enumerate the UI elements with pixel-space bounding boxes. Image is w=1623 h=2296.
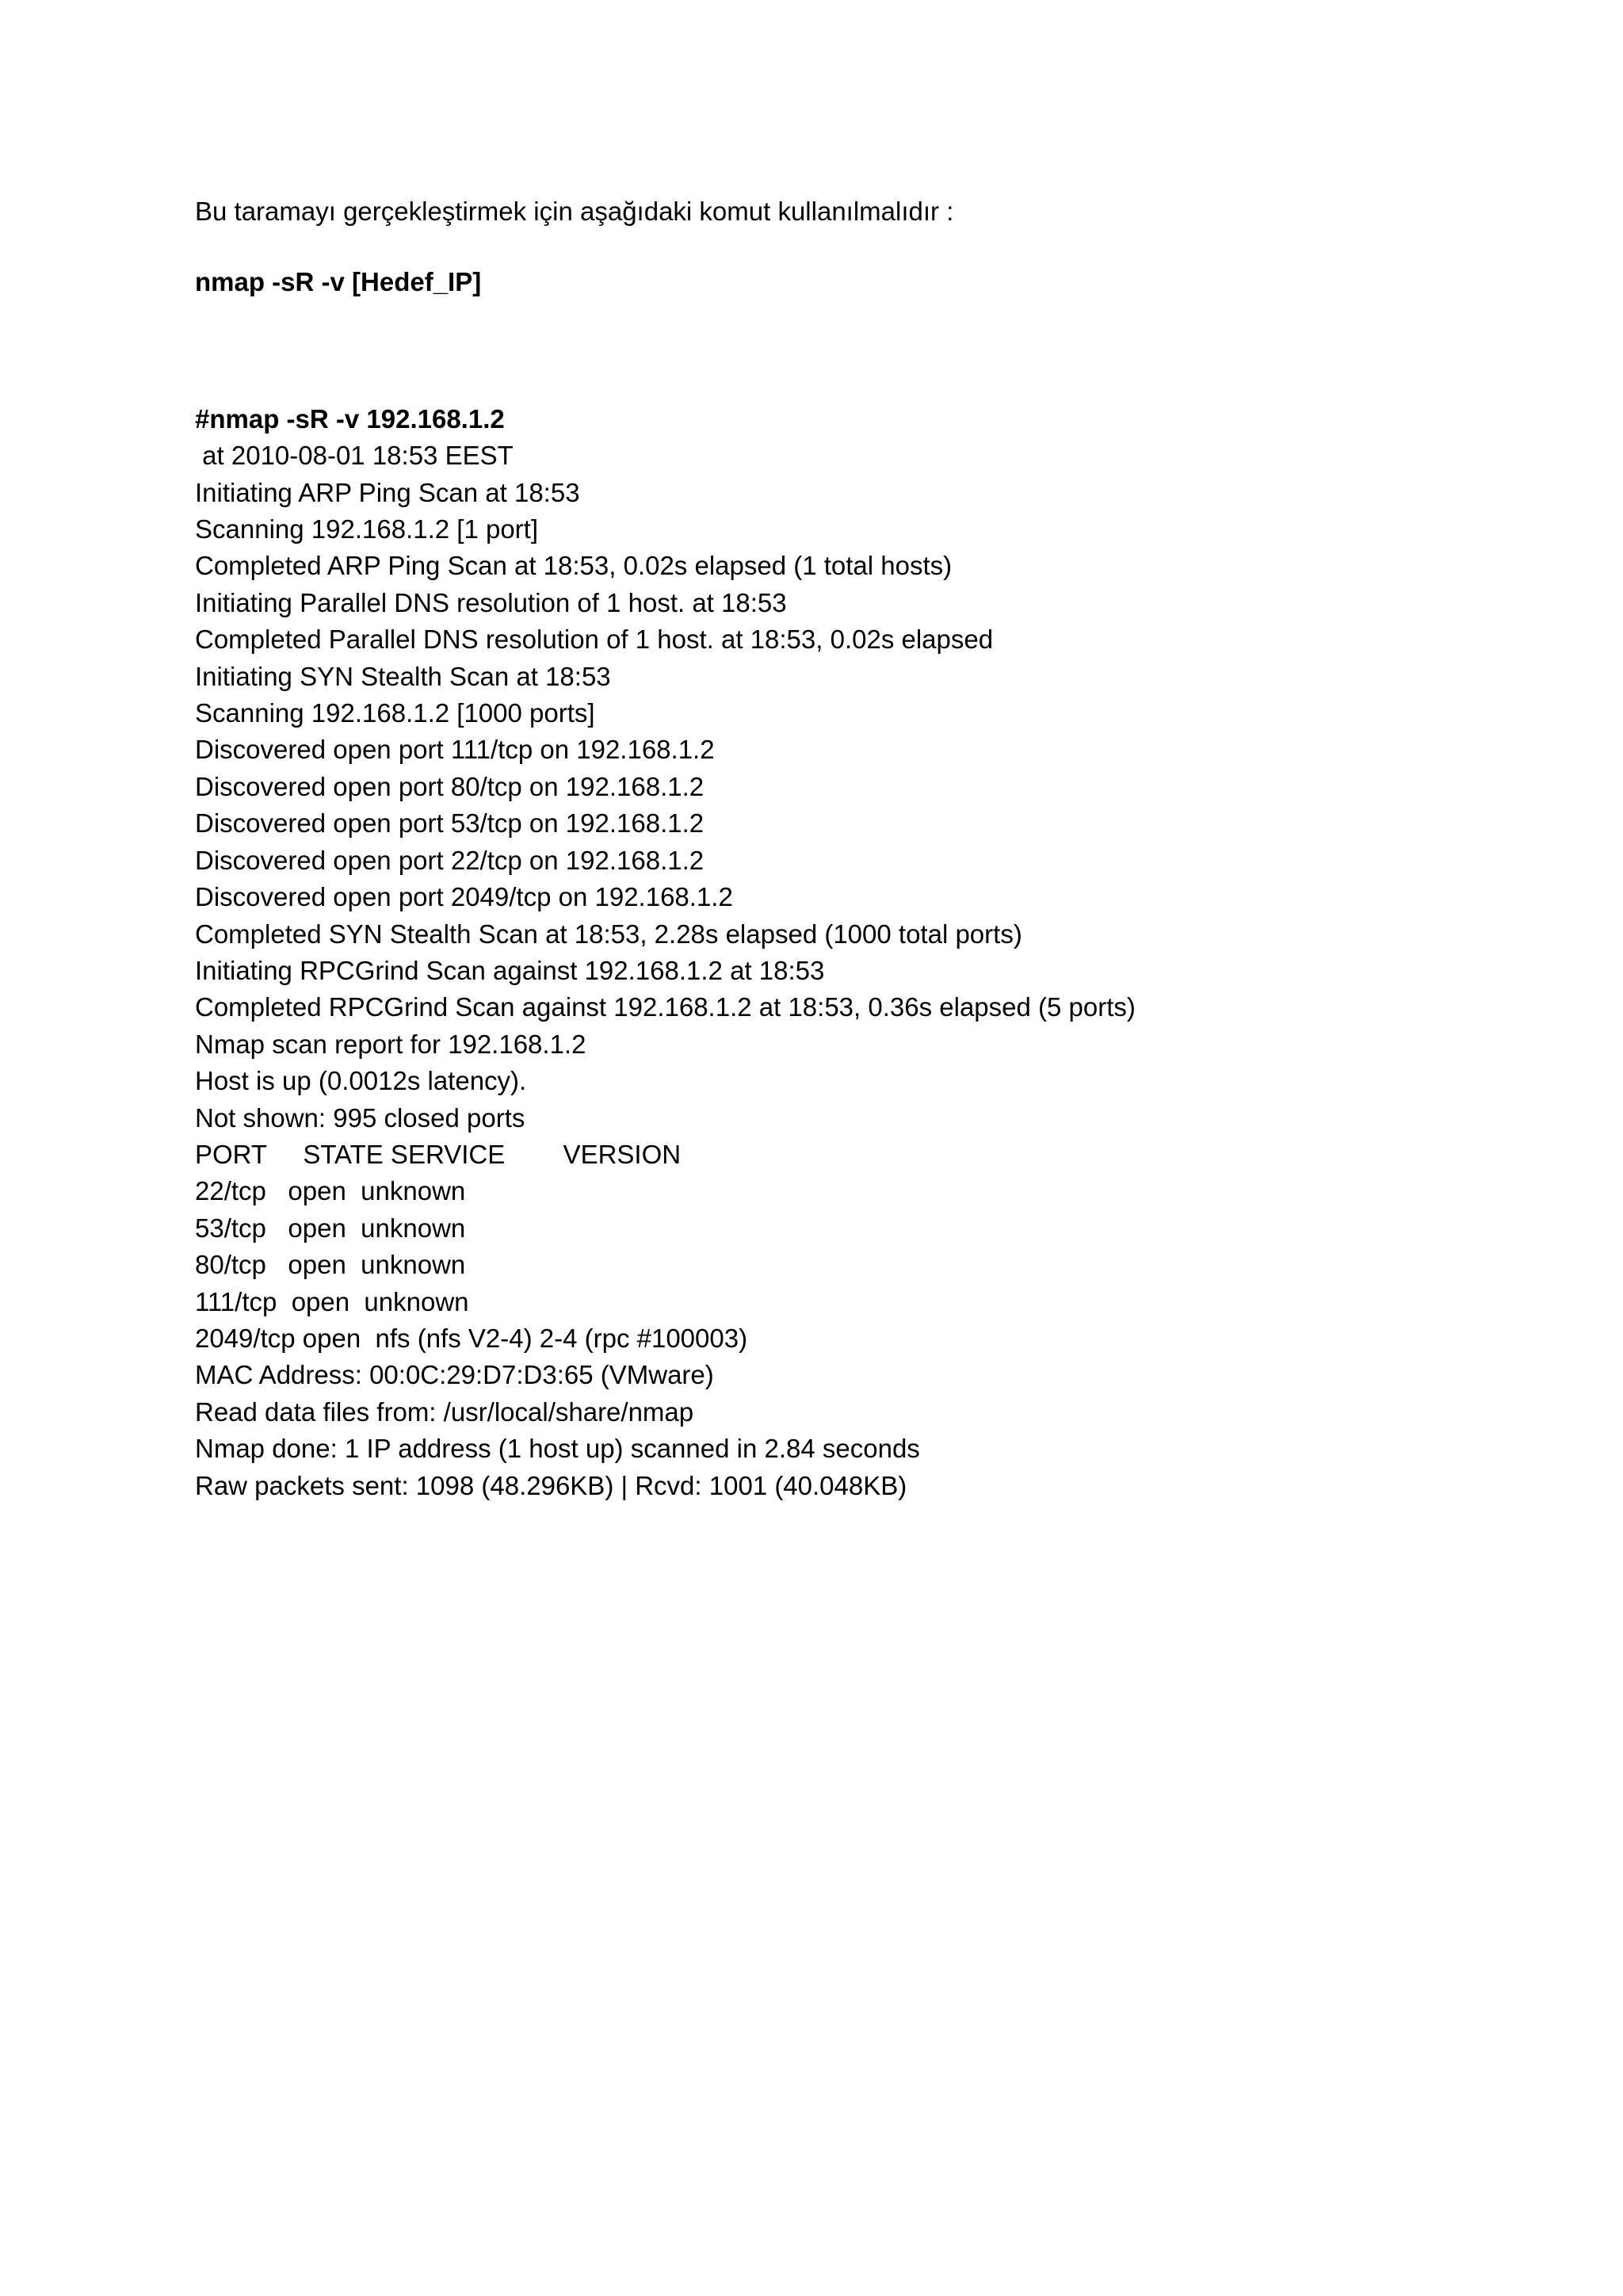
document-content bbox=[195, 193, 1542, 1504]
output-line: Discovered open port 80/tcp on 192.168.1.2 bbox=[195, 771, 705, 801]
output-line: Discovered open port 53/tcp on 192.168.1.2 bbox=[195, 808, 705, 839]
port-table-row: 22/tcp open unknown bbox=[195, 1176, 466, 1206]
output-line: Completed RPCGrind Scan against 192.168.1.2 at 18:53, 0.36s elapsed (5 ports) bbox=[195, 992, 1136, 1022]
output-line: Completed SYN Stealth Scan at 18:53, 2.28s elapsed (1000 total ports) bbox=[195, 919, 1022, 949]
output-line: Nmap scan report for 192.168.1.2 bbox=[195, 1029, 586, 1059]
scan-output bbox=[195, 437, 1542, 1504]
output-line: Initiating ARP Ping Scan at 18:53 bbox=[195, 477, 580, 507]
output-line: Initiating Parallel DNS resolution of 1 host. at 18:53 bbox=[195, 587, 787, 617]
output-line: Scanning 192.168.1.2 [1000 ports] bbox=[195, 698, 595, 728]
output-line: Nmap done: 1 IP address (1 host up) scanned in 2.84 seconds bbox=[195, 1434, 920, 1464]
output-line: Completed Parallel DNS resolution of 1 host. at 18:53, 0.02s elapsed bbox=[195, 625, 994, 655]
port-table-header: PORT STATE SERVICE VERSION bbox=[195, 1139, 682, 1169]
output-line: Scanning 192.168.1.2 [1 port] bbox=[195, 514, 538, 544]
output-line: Discovered open port 22/tcp on 192.168.1.2 bbox=[195, 845, 705, 875]
output-line: Initiating RPCGrind Scan against 192.168.1.2 at 18:53 bbox=[195, 955, 825, 985]
port-table-row: 53/tcp open unknown bbox=[195, 1213, 466, 1243]
output-line: MAC Address: 00:0C:29:D7:D3:65 (VMware) bbox=[195, 1360, 714, 1390]
output-line: Completed ARP Ping Scan at 18:53, 0.02s elapsed (1 total hosts) bbox=[195, 551, 953, 581]
output-line: Host is up (0.0012s latency). bbox=[195, 1066, 527, 1096]
output-line: Read data files from: /usr/local/share/nmap bbox=[195, 1396, 694, 1427]
output-line: Not shown: 995 closed ports bbox=[195, 1102, 525, 1133]
output-line: Initiating SYN Stealth Scan at 18:53 bbox=[195, 661, 611, 691]
output-line: at 2010-08-01 18:53 EEST bbox=[195, 441, 514, 471]
port-table-row: 80/tcp open unknown bbox=[195, 1250, 466, 1280]
port-table-row: 2049/tcp open nfs (nfs V2-4) 2-4 (rpc #100003) bbox=[195, 1323, 748, 1353]
command-template: nmap -sR -v [Hedef_IP] bbox=[195, 267, 482, 297]
output-line: Raw packets sent: 1098 (48.296KB) | Rcvd: 1001 (40.048KB) bbox=[195, 1470, 907, 1500]
output-line: Discovered open port 2049/tcp on 192.168.1.2 bbox=[195, 882, 733, 912]
port-table-row: 111/tcp open unknown bbox=[195, 1286, 469, 1316]
output-line: Discovered open port 111/tcp on 192.168.1.2 bbox=[195, 735, 715, 765]
example-command: #nmap -sR -v 192.168.1.2 bbox=[195, 403, 505, 434]
intro-paragraph: Bu taramayı gerçekleştirmek için aşağıdaki komut kullanılmalıdır : bbox=[195, 197, 954, 226]
